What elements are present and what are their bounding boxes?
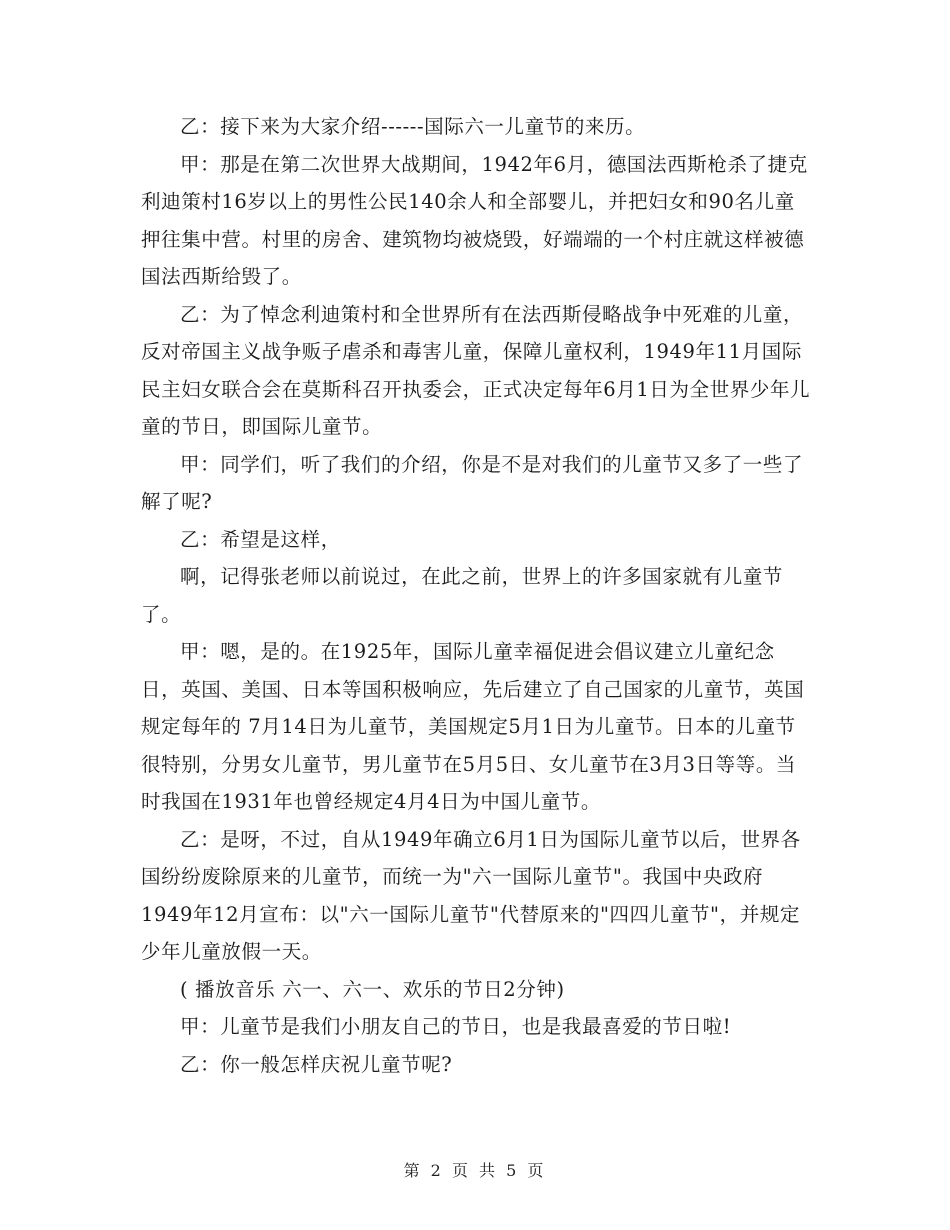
paragraph: 乙：是呀，不过，自从1949年确立6月1日为国际儿童节以后，世界各国纷纷废除原来的儿童节，而统一为"六一国际儿童节"。我国中央政府1949年12月宣布：以"六一国际儿童节"代替原来的"四四儿童节"，并规定少年儿童放假一天。 [141, 827, 801, 963]
paragraph: 乙：你一般怎样庆祝儿童节呢? [180, 1052, 453, 1076]
paragraph: 乙：为了悼念利迪策村和全世界所有在法西斯侵略战争中死难的儿童，反对帝国主义战争贩子虐杀和毒害儿童，保障儿童权利，1949年11月国际民主妇女联合会在莫斯科召开执委会，正式决定每年6月1日为全世界少年儿童的节日，即国际儿童节。 [141, 302, 811, 438]
page-number-footer: 第 2 页 共 5 页 [403, 1161, 547, 1180]
paragraph: 啊，记得张老师以前说过，在此之前，世界上的许多国家就有儿童节了。 [141, 565, 784, 626]
stage-direction: ( 播放音乐 六一、六一、欢乐的节日2分钟) [180, 977, 565, 1001]
paragraph: 甲：那是在第二次世界大战期间，1942年6月，德国法西斯枪杀了捷克利迪策村16岁以上的男性公民140余人和全部婴儿，并把妇女和90名儿童押往集中营。村里的房舍、建筑物均被烧毁，好端端的一个村庄就这样被德国法西斯给毁了。 [141, 152, 808, 288]
paragraph: 甲：同学们，听了我们的介绍，你是不是对我们的儿童节又多了一些了解了呢? [141, 452, 804, 513]
paragraph: 乙：接下来为大家介绍------国际六一儿童节的来历。 [180, 115, 646, 138]
document-body [141, 108, 813, 1083]
paragraph: 乙：希望是这样， [180, 527, 341, 551]
paragraph: 甲：嗯，是的。在1925年，国际儿童幸福促进会倡议建立儿童纪念日，英国、美国、日本等国积极响应，先后建立了自己国家的儿童节，英国规定每年的 7月14日为儿童节，美国规定5月1日为儿童节。日本的儿童节很特别，分男女儿童节，男儿童节在5月5日、女儿童节在3月3日等等。当时我国在1931年也曾经规定4月4日为中国儿童节。 [141, 640, 805, 813]
paragraph: 甲：儿童节是我们小朋友自己的节日，也是我最喜爱的节日啦! [180, 1015, 732, 1038]
